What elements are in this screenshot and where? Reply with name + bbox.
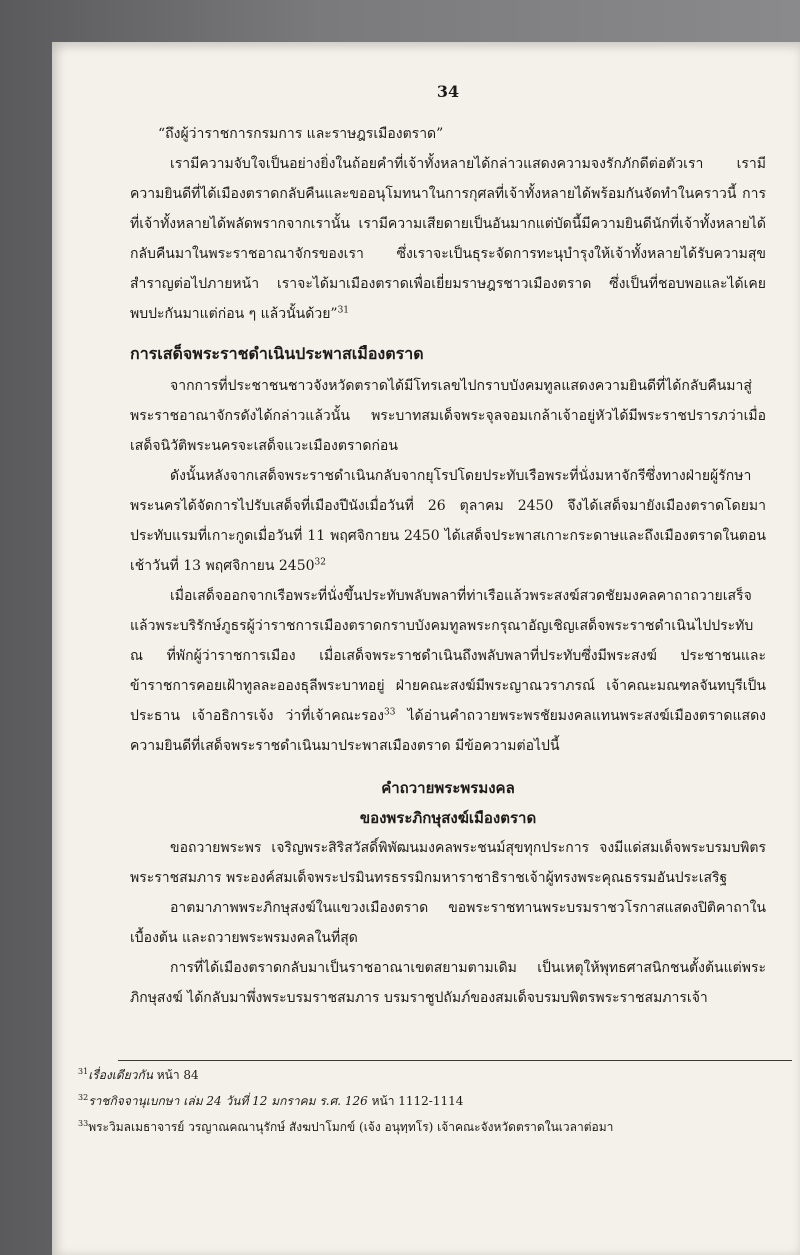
blessing-paragraph-2: อาตมาภาพพระภิกษุสงฆ์ในแขวงเมืองตราด ขอพระราชทานพระบรมราชวโรกาสแสดงปิติคาถาในเบื้องต้น และถวายพระพรมงคลในที่สุด bbox=[130, 900, 766, 946]
footnote-ref-33: 33 bbox=[383, 707, 396, 718]
footnote-number: 32 bbox=[78, 1093, 89, 1102]
blessing-subtitle: ของพระภิกษุสงฆ์เมืองตราด bbox=[359, 809, 537, 827]
footnote-32 bbox=[78, 1088, 738, 1114]
footnote-number: 31 bbox=[78, 1067, 89, 1076]
footnote-number: 33 bbox=[78, 1119, 89, 1128]
blessing-paragraph-1: ขอถวายพระพร เจริญพระสิริสวัสดิ์พิพัฒนมงคลพระชนม์สุขทุกประการ จงมีแด่สมเด็จพระบรมบพิตรพระราชสมภาร พระองค์สมเด็จพระปรมินทรธรรมิกมหาราชาธิราชเจ้าผู้ทรงพระคุณธรรมอันประเสริฐ bbox=[130, 840, 766, 886]
journey-text: ดังนั้นหลังจากเสด็จพระราชดำเนินกลับจากยุโรปโดยประทับเรือพระที่นั่งมหาจักรีซึ่งทางฝ่ายผู้รักษาพระนครได้จัดการไปรับเสด็จที่เมืองปีนังเมื่อวันที่ 26 ตุลาคม 2450 จึงได้เสด็จมายังเมืองตราดโดยมาประทับแรมที่เกาะกูดเมื่อวันที่ 11 พฤศจิกายน 2450 ได้เสด็จประพาสเกาะกระดาษและถึงเมืองตราดในตอนเช้าวันที่ 13 พฤศจิกายน 2450 bbox=[130, 468, 766, 574]
footnote-text: หน้า 1112-1114 bbox=[367, 1094, 464, 1108]
footnote-text: พระวิมลเมธาจารย์ วรญาณคณานุรักษ์ สังฆปาโมกข์ (เจ้ง อนุทฺทโร) เจ้าคณะจังหวัดตราดในเวลาต่อมา bbox=[88, 1120, 614, 1134]
arrival-text-b: ได้อ่านคำถวายพระพรชัยมงคลแทนพระสงฆ์เมืองตราดแสดงความยินดีที่เสด็จพระราชดำเนินมาประพาสเมืองตราด มีข้อความต่อไปนี้ bbox=[130, 708, 766, 754]
royal-reply-paragraph bbox=[130, 149, 766, 329]
footnote-title: ราชกิจจานุเบกษา เล่ม 24 วันที่ 12 มกราคม ร.ศ. 126 bbox=[88, 1094, 368, 1108]
footnote-31 bbox=[78, 1062, 738, 1088]
footnote-title: เรื่องเดียวกัน bbox=[88, 1068, 153, 1082]
paragraph-journey bbox=[130, 461, 766, 581]
blessing-paragraph-3: การที่ได้เมืองตราดกลับมาเป็นราชอาณาเขตสยามตามเดิม เป็นเหตุให้พุทธศาสนิกชนตั้งต้นแต่พระภิกษุสงฆ์ ได้กลับมาพึ่งพระบรมราชสมภาร บรมราชูปถัมภ์ของสมเด็จบรมบพิตรพระราชสมภารเจ้า bbox=[130, 960, 766, 1006]
footnote-rule bbox=[118, 1060, 792, 1061]
footnote-ref-32: 32 bbox=[314, 557, 326, 568]
footnote-text: หน้า 84 bbox=[152, 1068, 199, 1082]
arrival-text-a: เมื่อเสด็จออกจากเรือพระที่นั่งขึ้นประทับพลับพลาที่ท่าเรือแล้วพระสงฆ์สวดชัยมงคลคาถาถวายเสร็จแล้วพระบริรักษ์ภูธรผู้ว่าราชการเมืองตราดกราบบังคมทูลพระกรุณาอัญเชิญเสด็จพระราชดำเนินไปประทับ ณ ที่พักผู้ว่าราชการเมือง เมื่อเสด็จพระราชดำเนินถึงพลับพลาที่ประทับซึ่งมีพระสงฆ์ ประชาชนและข้าราชการคอยเฝ้าทูลละอองธุลีพระบาทอยู่ ฝ่ายคณะสงฆ์มีพระญาณวราภรณ์ เจ้าคณะมณฑลจันทบุรีเป็นประธาน เจ้าอธิการเจ้ง ว่าที่เจ้าคณะรอง bbox=[130, 588, 766, 724]
quote-heading: “ถึงผู้ว่าราชการกรมการ และราษฎรเมืองตราด” bbox=[158, 126, 444, 142]
paragraph-arrival bbox=[130, 581, 766, 761]
section-heading: การเสด็จพระราชดำเนินประพาสเมืองตราด bbox=[130, 344, 424, 363]
footnote-ref-31: 31 bbox=[337, 305, 350, 316]
page-number: 34 bbox=[436, 82, 460, 101]
footnote-33 bbox=[78, 1114, 738, 1140]
paragraph-telegram: จากการที่ประชาชนชาวจังหวัดตราดได้มีโทรเลขไปกราบบังคมทูลแสดงความยินดีที่ได้กลับคืนมาสู่พระราชอาณาจักรดังได้กล่าวแล้วนั้น พระบาทสมเด็จพระจุลจอมเกล้าเจ้าอยู่หัวได้มีพระราชปรารภว่าเมื่อเสด็จนิวัติพระนครจะเสด็จแวะเมืองตราดก่อน bbox=[130, 378, 766, 454]
page-body bbox=[130, 82, 766, 1013]
blessing-title: คำถวายพระพรมงคล bbox=[381, 779, 515, 797]
royal-reply-text: เรามีความจับใจเป็นอย่างยิ่งในถ้อยคำที่เจ้าทั้งหลายได้กล่าวแสดงความจงรักภักดีต่อตัวเรา เรามีความยินดีที่ได้เมืองตราดกลับคืนและขออนุโมทนาในการกุศลที่เจ้าทั้งหลายได้พร้อมกันจัดทำในคราวนี้ การที่เจ้าทั้งหลายได้พลัดพรากจากเรานั้น เรามีความเสียดายเป็นอันมากแต่บัดนี้มีความยินดีนักที่เจ้าทั้งหลายได้กลับคืนมาในพระราชอาณาจักรของเรา ซึ่งเราจะเป็นธุระจัดการทะนุบำรุงให้เจ้าทั้งหลายได้รับความสุขสำราญต่อไปภายหน้า เราจะได้มาเมืองตราดเพื่อเยี่ยมราษฎรชาวเมืองตราด ซึ่งเป็นที่ชอบพอและได้เคยพบปะกันมาแต่ก่อน ๆ แล้วนั้นด้วย” bbox=[130, 156, 766, 322]
footnotes bbox=[78, 1062, 738, 1140]
